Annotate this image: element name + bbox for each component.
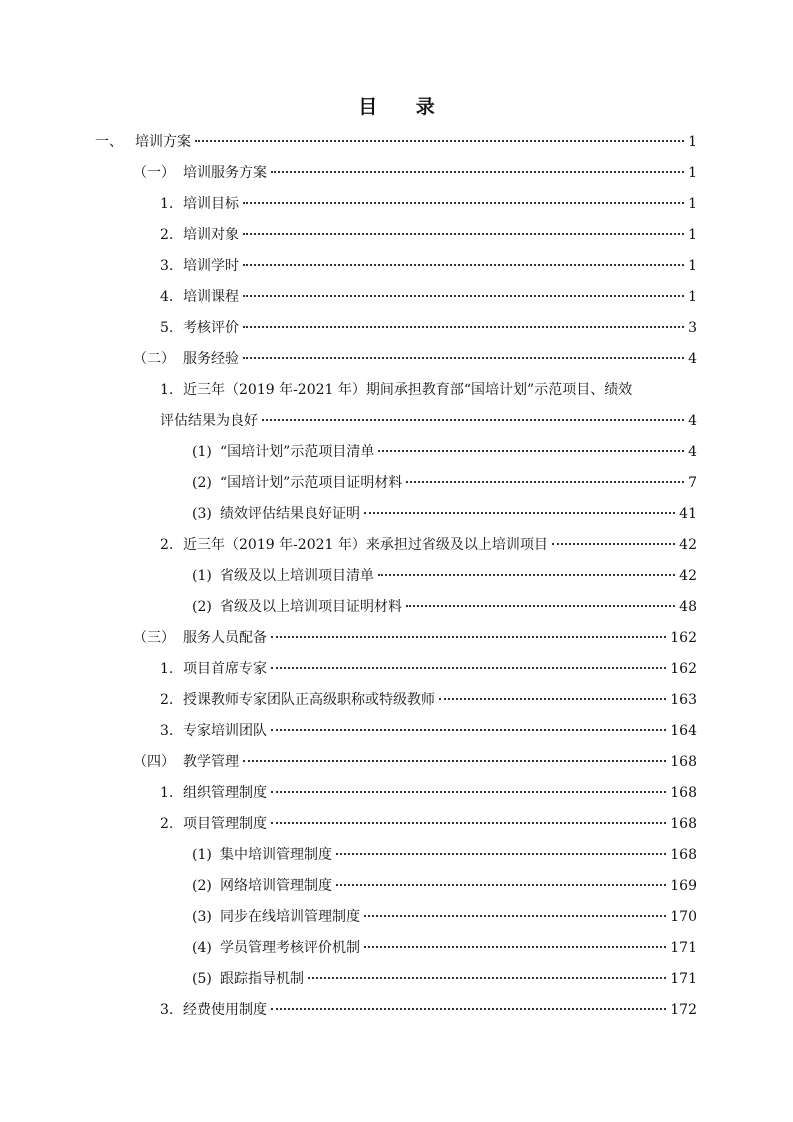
toc-entry-label: 集中培训管理制度 [220, 847, 332, 863]
toc-entry[interactable] [160, 257, 697, 275]
toc-entry[interactable] [160, 195, 697, 213]
toc-entry[interactable] [95, 133, 697, 151]
dot-leader [336, 884, 666, 886]
toc-entry-page: 170 [670, 909, 697, 925]
toc-entry[interactable] [192, 505, 697, 523]
toc-entry-number: 3. [160, 258, 174, 274]
toc-entry-number: 1. [160, 382, 174, 398]
toc-entry-page: 171 [670, 971, 697, 987]
toc-entry[interactable] [160, 319, 697, 337]
toc-entry-page: 172 [670, 1002, 697, 1018]
dot-leader [262, 419, 684, 421]
toc-entry-page: 164 [670, 723, 697, 739]
dot-leader [406, 481, 684, 483]
toc-entry-page: 1 [688, 289, 697, 305]
toc-entry-number: 1. [160, 661, 174, 677]
toc-entry-page: 162 [670, 661, 697, 677]
toc-entry-number: （四） [133, 754, 175, 770]
toc-entry[interactable] [160, 660, 697, 678]
toc-entry-number: (2) [192, 599, 212, 615]
toc-entry-label: 服务经验 [183, 351, 239, 367]
toc-entry-label: 培训学时 [183, 258, 239, 274]
toc-entry-number: 4. [160, 289, 174, 305]
toc-entry-page: 168 [670, 785, 697, 801]
toc-entry-label: 培训对象 [183, 227, 239, 243]
toc-entry[interactable] [160, 1001, 697, 1019]
toc-entry[interactable] [192, 567, 697, 585]
toc-entry-page: 41 [679, 506, 697, 522]
toc-entry[interactable] [192, 877, 697, 895]
toc-entry[interactable] [160, 784, 697, 802]
dot-leader [439, 698, 666, 700]
toc-entry[interactable] [133, 753, 697, 771]
toc-entry-label: 省级及以上培训项目清单 [220, 568, 374, 584]
toc-entry-number: 2. [160, 227, 174, 243]
toc-entry-label: 近三年（2019 年-2021 年）期间承担教育部“国培计划”示范项目、绩效 [183, 382, 633, 398]
toc-entry[interactable] [192, 598, 697, 616]
toc-entry-page: 1 [688, 258, 697, 274]
dot-leader [271, 822, 666, 824]
toc-entry[interactable] [133, 350, 697, 368]
toc-entry[interactable] [133, 164, 697, 182]
toc-entry[interactable] [160, 815, 697, 833]
toc-entry-label: “国培计划”示范项目清单 [220, 444, 375, 460]
toc-entry-label: 组织管理制度 [183, 785, 267, 801]
toc-entry-label: 教学管理 [183, 754, 239, 770]
dot-leader [364, 512, 675, 514]
toc-entry-number: 2. [160, 692, 174, 708]
dot-leader [378, 574, 675, 576]
toc-entry-number: (3) [192, 506, 212, 522]
toc-entry-number: (1) [192, 847, 212, 863]
toc-entry[interactable] [192, 443, 697, 461]
toc-entry[interactable] [192, 908, 697, 926]
toc-entry[interactable] [160, 412, 697, 430]
dot-leader [195, 140, 684, 142]
toc-entry-label: 省级及以上培训项目证明材料 [220, 599, 402, 615]
toc-entry-number: 2. [160, 537, 174, 553]
toc-entry-page: 162 [670, 630, 697, 646]
dot-leader [378, 450, 684, 452]
toc-entry-page: 168 [670, 816, 697, 832]
toc-entry-number: （一） [133, 165, 175, 181]
toc-entry-page: 4 [688, 413, 697, 429]
dot-leader [243, 264, 684, 266]
toc-entry-number: （二） [133, 351, 175, 367]
toc-entry-page: 42 [679, 537, 697, 553]
toc-entry[interactable] [192, 474, 697, 492]
toc-entry[interactable] [160, 722, 697, 740]
toc-entry-label: 项目首席专家 [183, 661, 267, 677]
toc-entry-page: 7 [688, 475, 697, 491]
toc-entry-label: 考核评价 [183, 320, 239, 336]
dot-leader [271, 636, 666, 638]
toc-entry-page: 169 [670, 878, 697, 894]
dot-leader [243, 233, 684, 235]
toc-entry-label: 同步在线培训管理制度 [220, 909, 360, 925]
toc-entry-label: 网络培训管理制度 [220, 878, 332, 894]
toc-entry-label: 服务人员配备 [183, 630, 267, 646]
toc-entry-number: (2) [192, 878, 212, 894]
toc-entry-label: 培训目标 [183, 196, 239, 212]
toc-entry-number: (2) [192, 475, 212, 491]
toc-entry[interactable] [160, 691, 697, 709]
toc-entry-page: 1 [688, 227, 697, 243]
toc-entry-page: 1 [688, 196, 697, 212]
toc-entry-number: 一、 [95, 134, 123, 150]
toc-entry-number: 3. [160, 1002, 174, 1018]
toc-entry-page: 1 [688, 165, 697, 181]
toc-entry-number: （三） [133, 630, 175, 646]
toc-entry[interactable] [133, 629, 697, 647]
toc-entry-page: 4 [688, 444, 697, 460]
toc-entry-page: 168 [670, 754, 697, 770]
dot-leader [243, 326, 684, 328]
dot-leader [271, 729, 666, 731]
dot-leader [243, 357, 684, 359]
toc-entry-label: “国培计划”示范项目证明材料 [220, 475, 403, 491]
toc-entry-number: 1. [160, 785, 174, 801]
toc-entry-label: 跟踪指导机制 [220, 971, 304, 987]
dot-leader [364, 915, 666, 917]
toc-entry-number: 2. [160, 816, 174, 832]
toc-entry-label: 近三年（2019 年-2021 年）来承担过省级及以上培训项目 [183, 537, 548, 553]
toc-entry-first-line[interactable] [160, 381, 632, 399]
toc-entry-page: 48 [679, 599, 697, 615]
toc-entry[interactable] [192, 939, 697, 957]
dot-leader [271, 171, 684, 173]
dot-leader [406, 605, 675, 607]
toc-entry-label-continued: 评估结果为良好 [160, 413, 258, 429]
toc-entry-label: 培训课程 [183, 289, 239, 305]
toc-entry-number: 3. [160, 723, 174, 739]
dot-leader [364, 946, 666, 948]
toc-entry-label: 项目管理制度 [183, 816, 267, 832]
dot-leader [308, 977, 666, 979]
toc-entry-number: (1) [192, 568, 212, 584]
toc-entry-label: 学员管理考核评价机制 [220, 940, 360, 956]
toc-entry-label: 培训方案 [135, 134, 191, 150]
dot-leader [552, 543, 675, 545]
toc-entry-number: (3) [192, 909, 212, 925]
toc-entry-label: 授课教师专家团队正高级职称或特级教师 [183, 692, 435, 708]
toc-entry-number: 5. [160, 320, 174, 336]
dot-leader [271, 791, 666, 793]
toc-entry-page: 3 [688, 320, 697, 336]
dot-leader [243, 295, 684, 297]
toc-entry-label: 培训服务方案 [183, 165, 267, 181]
toc-entry-page: 1 [688, 134, 697, 150]
toc-entry-page: 4 [688, 351, 697, 367]
toc-entry-page: 171 [670, 940, 697, 956]
toc-entry-page: 163 [670, 692, 697, 708]
toc-entry-page: 42 [679, 568, 697, 584]
dot-leader [336, 853, 666, 855]
dot-leader [243, 202, 684, 204]
toc-entry-label: 经费使用制度 [183, 1002, 267, 1018]
toc-entry-page: 168 [670, 847, 697, 863]
toc-entry-number: (1) [192, 444, 212, 460]
dot-leader [271, 667, 666, 669]
toc-entry[interactable] [192, 970, 697, 988]
toc-entry[interactable] [160, 226, 697, 244]
dot-leader [243, 760, 666, 762]
dot-leader [271, 1008, 666, 1010]
toc-entry-number: 1. [160, 196, 174, 212]
toc-entry-number: (4) [192, 940, 212, 956]
toc-entry[interactable] [192, 846, 697, 864]
toc-entry[interactable] [160, 288, 697, 306]
toc-entry-number: (5) [192, 971, 212, 987]
toc-entry[interactable] [160, 536, 697, 554]
toc-entry-label: 绩效评估结果良好证明 [220, 506, 360, 522]
page-title: 目 录 [358, 96, 451, 118]
toc-entry-label: 专家培训团队 [183, 723, 267, 739]
